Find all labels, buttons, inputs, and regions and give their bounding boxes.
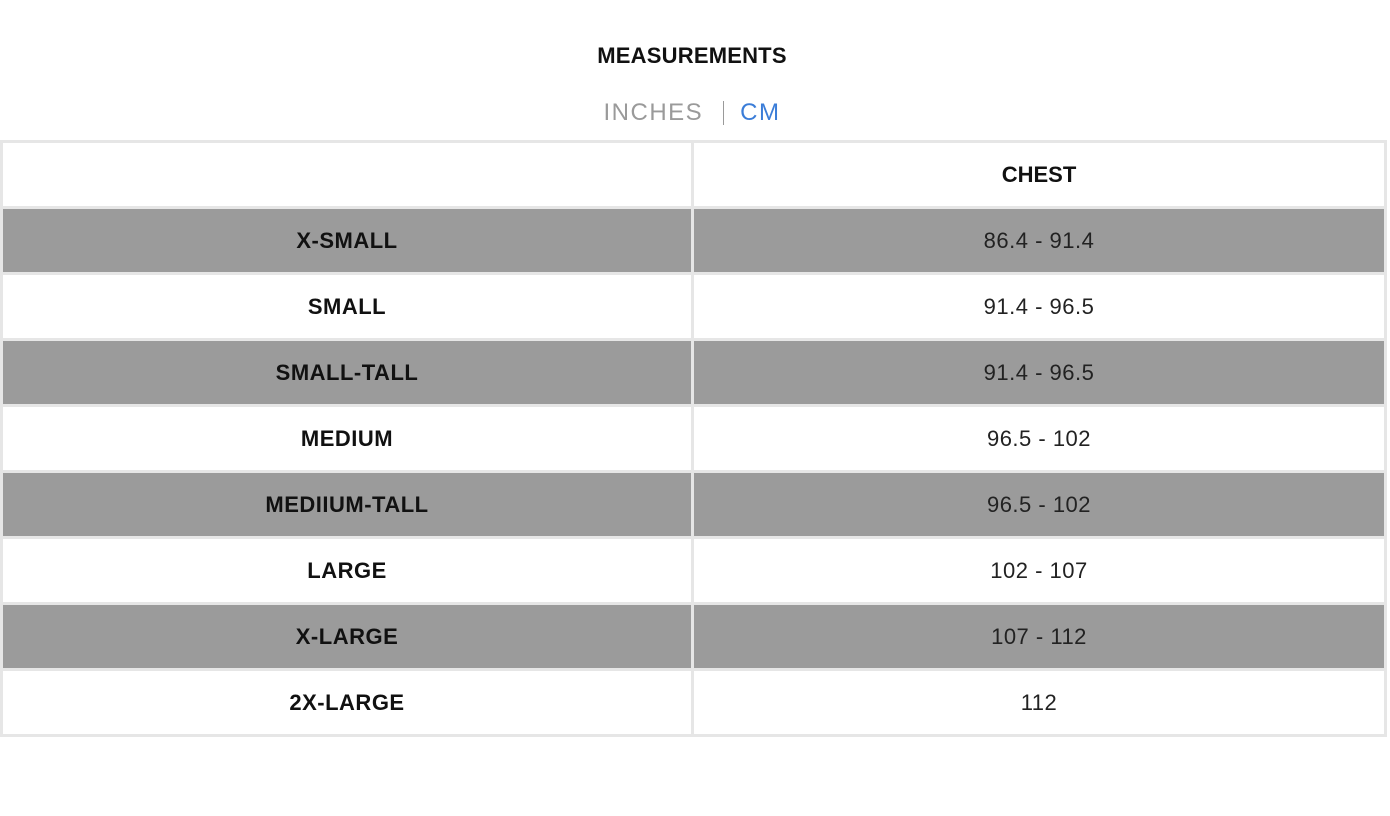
cm-toggle[interactable]: CM bbox=[740, 98, 781, 126]
size-label: X-SMALL bbox=[2, 208, 693, 274]
chest-value: 96.5 - 102 bbox=[693, 406, 1386, 472]
table-header-row bbox=[2, 142, 1386, 208]
table-row bbox=[2, 472, 1386, 538]
table-row bbox=[2, 208, 1386, 274]
chest-value: 112 bbox=[693, 670, 1386, 736]
size-label: X-LARGE bbox=[2, 604, 693, 670]
chest-value: 102 - 107 bbox=[693, 538, 1386, 604]
unit-toggle bbox=[0, 96, 1384, 129]
page-title: MEASUREMENTS bbox=[597, 43, 787, 68]
inches-toggle[interactable]: INCHES bbox=[603, 98, 704, 126]
unit-divider bbox=[723, 101, 724, 125]
size-label: SMALL bbox=[2, 274, 693, 340]
chest-value: 91.4 - 96.5 bbox=[693, 274, 1386, 340]
size-label: LARGE bbox=[2, 538, 693, 604]
size-label: 2X-LARGE bbox=[2, 670, 693, 736]
chest-column-header: CHEST bbox=[693, 142, 1386, 208]
chest-value: 96.5 - 102 bbox=[693, 472, 1386, 538]
table-row bbox=[2, 274, 1386, 340]
size-table bbox=[0, 140, 1387, 737]
chest-value: 107 - 112 bbox=[693, 604, 1386, 670]
size-label: MEDIIUM-TALL bbox=[2, 472, 693, 538]
size-label: SMALL-TALL bbox=[2, 340, 693, 406]
table-row bbox=[2, 538, 1386, 604]
size-column-header bbox=[2, 142, 693, 208]
size-label: MEDIUM bbox=[2, 406, 693, 472]
table-row bbox=[2, 340, 1386, 406]
chest-value: 91.4 - 96.5 bbox=[693, 340, 1386, 406]
chest-value: 86.4 - 91.4 bbox=[693, 208, 1386, 274]
table-row bbox=[2, 670, 1386, 736]
table-row bbox=[2, 406, 1386, 472]
table-row bbox=[2, 604, 1386, 670]
